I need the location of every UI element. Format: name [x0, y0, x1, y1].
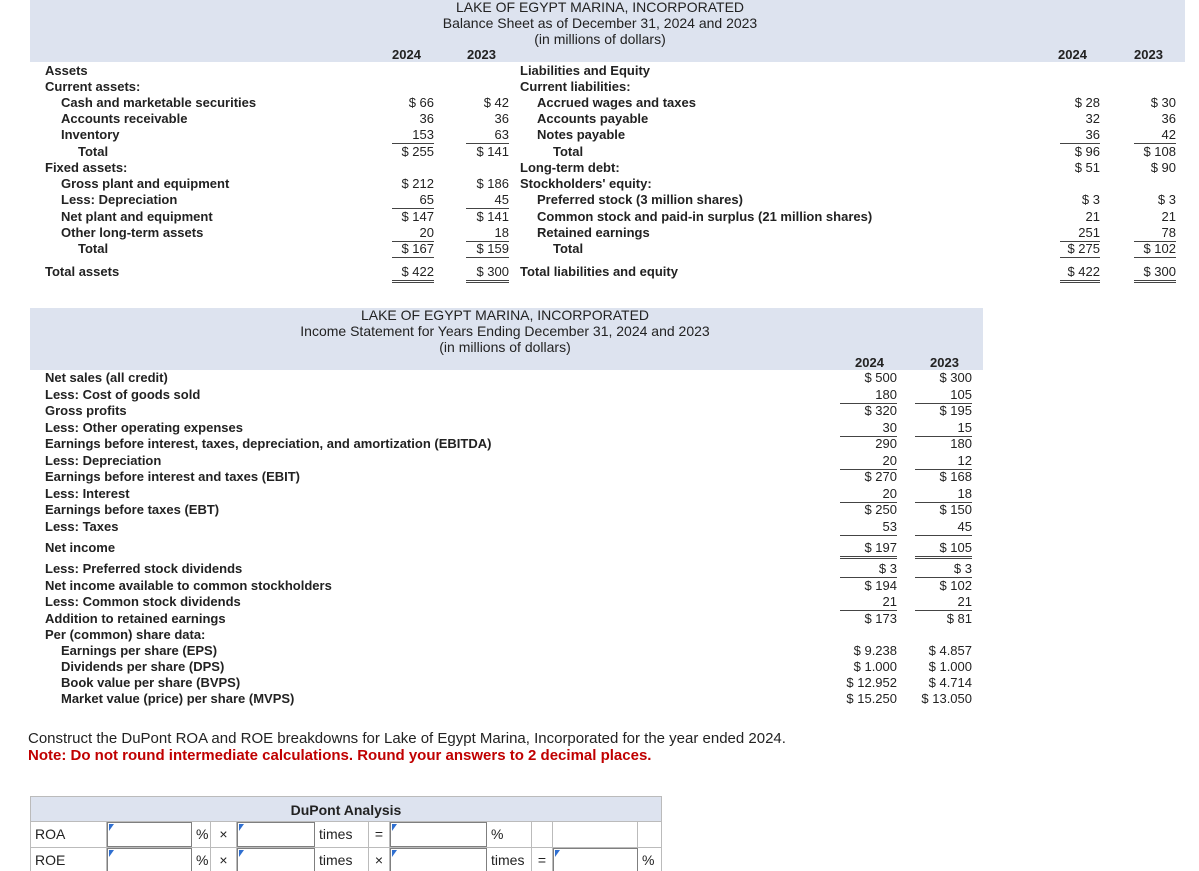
is-label: Net sales (all credit) — [45, 370, 168, 385]
is-label: Net income available to common stockholders — [45, 578, 332, 593]
is-label: Earnings before taxes (EBT) — [45, 502, 220, 517]
equity-label: Common stock and paid-in surplus (21 million shares) — [537, 209, 873, 224]
liability-value-2024: $ 96 — [1074, 144, 1100, 159]
is-value-2024: $ 197 — [840, 540, 897, 559]
equity-value-2024: $ 275 — [1060, 241, 1100, 258]
equity-value-2023: 21 — [1161, 209, 1176, 224]
asset-value-2023: 45 — [466, 192, 509, 209]
bs-subtitle: Balance Sheet as of December 31, 2024 and 2023 — [442, 15, 758, 31]
is-value-2024: 290 — [875, 436, 897, 451]
roa-input[interactable] — [107, 822, 192, 847]
roe-profit-margin-input[interactable] — [237, 848, 315, 871]
equity-heading: Stockholders' equity: — [520, 176, 652, 191]
is-label: Less: Cost of goods sold — [45, 387, 201, 402]
is-value-2023: $ 3 — [915, 561, 972, 578]
equity-label: Total — [553, 241, 584, 256]
equity-value-2023: $ 3 — [1157, 192, 1176, 207]
per-share-label: Book value per share (BVPS) — [61, 675, 241, 690]
per-share-label: Market value (price) per share (MVPS) — [61, 691, 295, 706]
roe-equity-multiplier-input[interactable] — [553, 848, 638, 871]
asset-label: Inventory — [61, 127, 120, 142]
is-value-2024: 180 — [840, 387, 897, 404]
is-value-2024: $ 270 — [864, 469, 897, 484]
is-value-2023: 105 — [915, 387, 972, 404]
current-liabilities-heading: Current liabilities: — [520, 79, 631, 94]
total-liabilities-2023: $ 300 — [1134, 264, 1176, 283]
is-value-2023: $ 150 — [939, 502, 972, 517]
dupont-row-roe — [30, 848, 662, 871]
liability-label: Accounts payable — [537, 111, 649, 126]
equity-value-2023: $ 102 — [1134, 241, 1176, 258]
per-share-value-2023: $ 1.000 — [928, 659, 972, 674]
bs-company: LAKE OF EGYPT MARINA, INCORPORATED — [455, 0, 745, 15]
total-assets-2023: $ 300 — [466, 264, 509, 283]
roa-empty-cell — [532, 822, 553, 847]
is-label: Addition to retained earnings — [45, 611, 226, 626]
roe-asset-turnover-input[interactable] — [390, 848, 487, 871]
is-value-2023: 45 — [915, 519, 972, 536]
asset-value-2023: 36 — [494, 111, 509, 126]
bs-units: (in millions of dollars) — [534, 31, 666, 47]
is-label: Earnings before interest, taxes, depreciation, and amortization (EBITDA) — [45, 436, 492, 451]
roa-label: ROA — [31, 822, 107, 847]
is-value-2024: 53 — [840, 519, 897, 536]
asset-value-2024: 65 — [392, 192, 434, 209]
roe-label: ROE — [31, 848, 107, 871]
asset-label: Cash and marketable securities — [61, 95, 257, 110]
liabilities-heading: Liabilities and Equity — [520, 63, 651, 78]
is-value-2023: 18 — [915, 486, 972, 503]
current-assets-heading: Current assets: — [45, 79, 141, 94]
roa-asset-turnover-input[interactable] — [390, 822, 487, 847]
roa-result-pct-sign: % — [487, 822, 532, 847]
is-label: Less: Other operating expenses — [45, 420, 243, 435]
is-value-2024: 30 — [840, 420, 897, 437]
balance-sheet-title — [300, 0, 900, 47]
total-liabilities-label: Total liabilities and equity — [520, 264, 678, 279]
per-share-value-2024: $ 15.250 — [846, 691, 897, 706]
per-share-value-2024: $ 9.238 — [853, 643, 897, 658]
is-value-2023: 12 — [915, 453, 972, 470]
is-label: Less: Common stock dividends — [45, 594, 241, 609]
roe-input[interactable] — [107, 848, 192, 871]
liability-value-2023: 36 — [1161, 111, 1176, 126]
asset-value-2024: 36 — [419, 111, 434, 126]
is-label: Less: Preferred stock dividends — [45, 561, 243, 576]
bs-year-2023-left: 2023 — [467, 47, 496, 62]
is-label: Less: Taxes — [45, 519, 119, 534]
is-value-2023: $ 195 — [939, 403, 972, 418]
is-value-2023: 180 — [950, 436, 972, 451]
is-value-2023: $ 81 — [946, 611, 972, 626]
roe-times-label: times — [315, 848, 369, 871]
is-value-2024: 21 — [840, 594, 897, 611]
asset-label: Other long-term assets — [61, 225, 204, 240]
fixed-assets-heading: Fixed assets: — [45, 160, 128, 175]
roa-pct-sign: % — [192, 822, 211, 847]
assets-heading: Assets — [45, 63, 88, 78]
bs-year-2024-left: 2024 — [392, 47, 421, 62]
roa-multiply-sign: × — [211, 822, 237, 847]
asset-value-2024: 153 — [392, 127, 434, 144]
is-units: (in millions of dollars) — [439, 339, 571, 355]
is-value-2023: $ 102 — [939, 578, 972, 593]
liability-label: Total — [553, 144, 584, 159]
question-text: Construct the DuPont ROA and ROE breakdowns for Lake of Egypt Marina, Incorporated for the year ended 2024. — [28, 730, 786, 747]
roe-equals-sign: = — [532, 848, 553, 871]
asset-label: Less: Depreciation — [61, 192, 178, 207]
roe-pct-sign: % — [192, 848, 211, 871]
liability-value-2023: $ 90 — [1150, 160, 1176, 175]
asset-value-2023: $ 141 — [476, 144, 509, 159]
roe-multiply-sign: × — [211, 848, 237, 871]
is-value-2024: $ 3 — [840, 561, 897, 578]
is-value-2024: $ 173 — [864, 611, 897, 626]
asset-label: Total — [78, 241, 109, 256]
asset-value-2023: 63 — [466, 127, 509, 144]
dupont-title: DuPont Analysis — [30, 796, 662, 822]
liability-value-2023: 42 — [1134, 127, 1176, 144]
is-label: Gross profits — [45, 403, 127, 418]
roe-multiply-sign-2: × — [369, 848, 390, 871]
asset-value-2024: $ 66 — [408, 95, 434, 110]
asset-value-2024: $ 147 — [401, 209, 434, 224]
is-value-2024: $ 320 — [864, 403, 897, 418]
is-value-2023: $ 168 — [939, 469, 972, 484]
equity-label: Retained earnings — [537, 225, 650, 240]
is-subtitle: Income Statement for Years Ending December 31, 2024 and 2023 — [300, 323, 710, 339]
total-liabilities-2024: $ 422 — [1060, 264, 1100, 283]
liability-value-2024: $ 28 — [1074, 95, 1100, 110]
liability-value-2024: $ 51 — [1074, 160, 1100, 175]
is-value-2024: $ 500 — [864, 370, 897, 385]
per-share-value-2023: $ 13.050 — [921, 691, 972, 706]
asset-label: Total — [78, 144, 109, 159]
asset-value-2023: 18 — [466, 225, 509, 242]
asset-value-2023: $ 42 — [483, 95, 509, 110]
asset-value-2024: 20 — [392, 225, 434, 242]
bs-year-2024-right: 2024 — [1058, 47, 1087, 62]
roe-times-label-2: times — [487, 848, 532, 871]
roa-profit-margin-input[interactable] — [237, 822, 315, 847]
liability-label: Notes payable — [537, 127, 626, 142]
liability-value-2024: 32 — [1085, 111, 1100, 126]
asset-value-2024: $ 212 — [401, 176, 434, 191]
is-value-2023: 21 — [915, 594, 972, 611]
roa-empty-cell — [638, 822, 662, 847]
liability-value-2023: $ 108 — [1143, 144, 1176, 159]
asset-value-2023: $ 141 — [476, 209, 509, 224]
total-assets-label: Total assets — [45, 264, 120, 279]
equity-value-2024: 21 — [1085, 209, 1100, 224]
equity-value-2024: $ 3 — [1081, 192, 1100, 207]
is-value-2024: $ 194 — [864, 578, 897, 593]
bs-year-2023-right: 2023 — [1134, 47, 1163, 62]
is-value-2023: 15 — [915, 420, 972, 437]
asset-value-2023: $ 159 — [466, 241, 509, 258]
is-value-2024: 20 — [840, 486, 897, 503]
is-label: Less: Interest — [45, 486, 130, 501]
equity-label: Preferred stock (3 million shares) — [537, 192, 743, 207]
is-year-2023: 2023 — [930, 355, 959, 370]
is-value-2024: 20 — [840, 453, 897, 470]
is-label: Net income — [45, 540, 116, 555]
roa-equals-sign: = — [369, 822, 390, 847]
question-note: Note: Do not round intermediate calculations. Round your answers to 2 decimal places. — [28, 747, 652, 764]
asset-label: Net plant and equipment — [61, 209, 213, 224]
asset-value-2024: $ 255 — [401, 144, 434, 159]
per-share-value-2023: $ 4.857 — [928, 643, 972, 658]
equity-value-2023: 78 — [1134, 225, 1176, 242]
total-assets-2024: $ 422 — [392, 264, 434, 283]
roa-times-label: times — [315, 822, 369, 847]
is-company: LAKE OF EGYPT MARINA, INCORPORATED — [360, 307, 650, 323]
roa-empty-cell — [553, 822, 638, 847]
asset-value-2023: $ 186 — [476, 176, 509, 191]
long-term-debt-label: Long-term debt: — [520, 160, 620, 175]
asset-label: Accounts receivable — [61, 111, 188, 126]
is-label: Less: Depreciation — [45, 453, 162, 468]
roe-result-pct-sign: % — [642, 852, 655, 868]
dupont-row-roa — [30, 822, 662, 848]
liability-label: Accrued wages and taxes — [537, 95, 696, 110]
per-share-label: Dividends per share (DPS) — [61, 659, 225, 674]
liability-value-2023: $ 30 — [1150, 95, 1176, 110]
is-label: Earnings before interest and taxes (EBIT) — [45, 469, 301, 484]
is-value-2023: $ 300 — [939, 370, 972, 385]
liability-value-2024: 36 — [1060, 127, 1100, 144]
equity-value-2024: 251 — [1060, 225, 1100, 242]
asset-label: Gross plant and equipment — [61, 176, 230, 191]
per-share-label: Earnings per share (EPS) — [61, 643, 218, 658]
per-share-value-2023: $ 4.714 — [928, 675, 972, 690]
is-value-2023: $ 105 — [915, 540, 972, 559]
income-statement-title — [205, 307, 805, 355]
per-share-value-2024: $ 12.952 — [846, 675, 897, 690]
asset-value-2024: $ 167 — [392, 241, 434, 258]
per-share-heading: Per (common) share data: — [45, 627, 206, 642]
is-value-2024: $ 250 — [864, 502, 897, 517]
per-share-value-2024: $ 1.000 — [853, 659, 897, 674]
is-year-2024: 2024 — [855, 355, 884, 370]
dupont-table — [30, 796, 662, 871]
